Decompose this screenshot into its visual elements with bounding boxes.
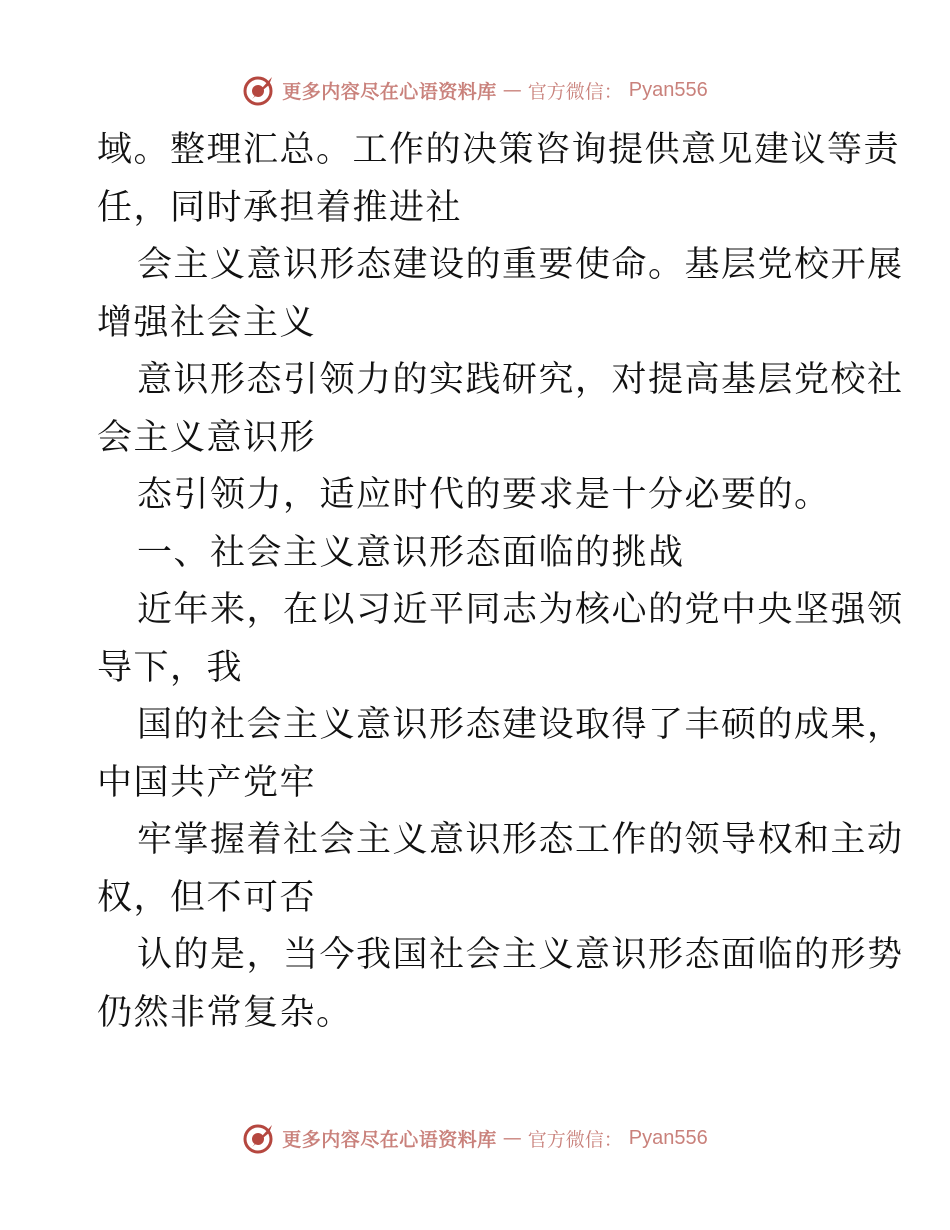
body-line: 意识形态引领力的实践研究，对提高基层党校社 (137, 360, 904, 400)
banner-brand-text: 更多内容尽在心语资料库 (282, 80, 497, 103)
body-line: 国的社会主义意识形态建设取得了丰硕的成果， (137, 705, 904, 745)
body-line: 权，但不可否 (97, 877, 317, 918)
body-line: 导下，我 (97, 647, 244, 688)
banner-brand-text: 更多内容尽在心语资料库 (282, 1128, 497, 1151)
banner-dash: — (502, 79, 522, 101)
quill-logo-icon (242, 1121, 276, 1155)
body-line: 域。整理汇总。工作的决策咨询提供意见建议等责 (97, 130, 901, 170)
footer-banner (0, 1118, 950, 1158)
banner-wechat-label: 官方微信： (527, 80, 623, 103)
banner-wechat-id: Pyan556 (628, 1126, 708, 1149)
body-line: 近年来，在以习近平同志为核心的党中央坚强领 (137, 590, 904, 630)
body-line: 中国共产党牢 (97, 762, 317, 803)
body-line: 认的是，当今我国社会主义意识形态面临的形势 (137, 935, 904, 975)
body-line: 仍然非常复杂。 (97, 992, 353, 1033)
quill-logo-icon (242, 73, 276, 107)
body-line: 态引领力，适应时代的要求是十分必要的。 (137, 475, 831, 515)
body-line: 增强社会主义 (97, 302, 317, 343)
header-banner (0, 70, 950, 110)
document-body (97, 122, 904, 1042)
body-line: 会主义意识形态建设的重要使命。基层党校开展 (137, 245, 904, 285)
banner-wechat-id: Pyan556 (628, 78, 708, 101)
banner-dash: — (502, 1127, 522, 1149)
section-heading: 一、社会主义意识形态面临的挑战 (137, 532, 685, 573)
body-line: 会主义意识形 (97, 417, 317, 458)
body-line: 牢掌握着社会主义意识形态工作的领导权和主动 (137, 820, 904, 860)
banner-wechat-label: 官方微信： (527, 1128, 623, 1151)
body-line: 任，同时承担着推进社 (97, 187, 463, 228)
